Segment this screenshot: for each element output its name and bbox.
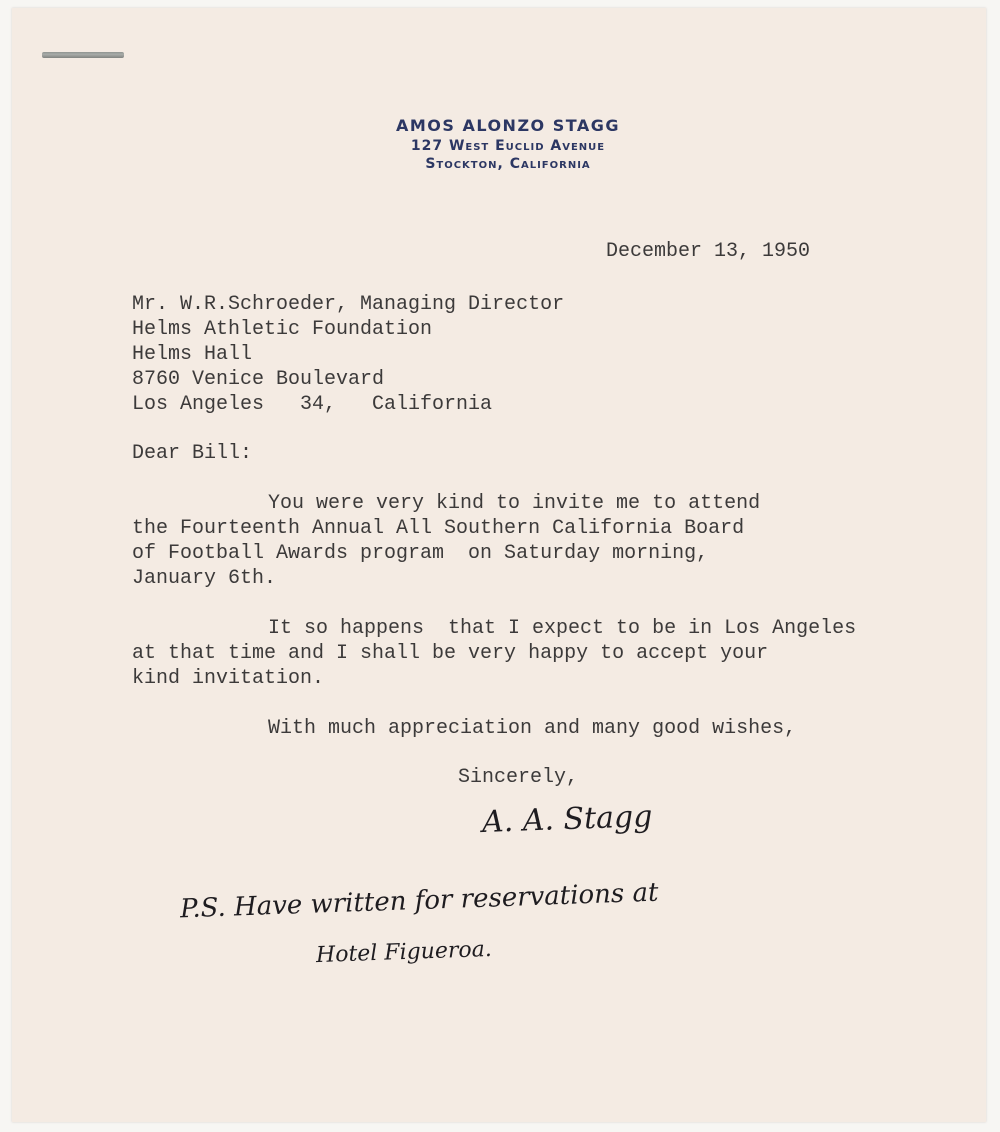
recipient-line-2: Helms Athletic Foundation bbox=[132, 318, 433, 341]
paragraph-1-line-2: the Fourteenth Annual All Southern California Board bbox=[132, 517, 745, 540]
postscript-line-2: Hotel Figueroa. bbox=[315, 936, 493, 969]
postscript-line-1: P.S. Have written for reservations at bbox=[179, 877, 659, 925]
paragraph-2-line-2: at that time and I shall be very happy to accept your bbox=[132, 642, 769, 665]
letterhead-name: AMOS ALONZO STAGG bbox=[395, 116, 621, 135]
paragraph-1-line-4: January 6th. bbox=[132, 567, 277, 590]
paragraph-2-line-1: It so happens that I expect to be in Los Angeles bbox=[268, 617, 857, 640]
letter-date: December 13, 1950 bbox=[606, 240, 811, 263]
recipient-line-1: Mr. W.R.Schroeder, Managing Director bbox=[132, 293, 565, 316]
paper-clip-mark bbox=[42, 52, 124, 58]
paragraph-1-line-1: You were very kind to invite me to attend bbox=[268, 492, 761, 515]
paragraph-2-line-3: kind invitation. bbox=[132, 667, 325, 690]
closing-line: With much appreciation and many good wishes, bbox=[268, 717, 797, 740]
letterhead-street: 127 West Euclid Avenue bbox=[410, 138, 606, 154]
letterhead-city: Stockton, California bbox=[425, 156, 591, 172]
recipient-line-4: 8760 Venice Boulevard bbox=[132, 368, 385, 391]
recipient-line-3: Helms Hall bbox=[132, 343, 253, 366]
recipient-line-5: Los Angeles 34, California bbox=[132, 393, 493, 416]
salutation: Dear Bill: bbox=[132, 442, 253, 465]
handwritten-signature: A. A. Stagg bbox=[481, 799, 653, 840]
sign-off: Sincerely, bbox=[458, 766, 579, 789]
paragraph-1-line-3: of Football Awards program on Saturday morning, bbox=[132, 542, 709, 565]
